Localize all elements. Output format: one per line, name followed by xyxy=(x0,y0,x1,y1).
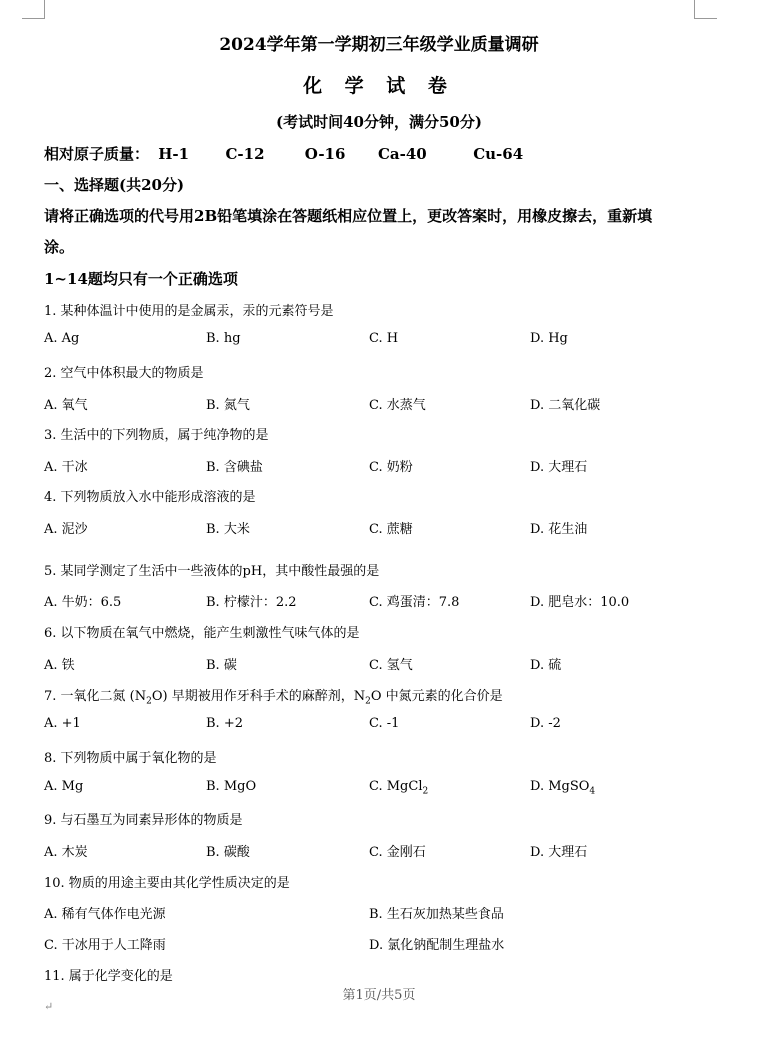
q5-option-a: A. 牛奶：6.5 xyxy=(44,595,122,610)
q9-option-a: A. 木炭 xyxy=(44,845,88,860)
atomic-mass-label: 相对原子质量： xyxy=(44,145,150,163)
subsection-title: 1~14题均只有一个正确选项 xyxy=(44,270,238,288)
q2-option-b: B. 氮气 xyxy=(206,398,250,413)
q8-option-c-subscript: 2 xyxy=(422,786,429,797)
question-8: 8. 下列物质中属于氧化物的是 xyxy=(44,751,217,766)
question-9: 9. 与石墨互为同素异形体的物质是 xyxy=(44,813,243,828)
q4-option-a: A. 泥沙 xyxy=(44,522,88,537)
q10-option-b: B. 生石灰加热某些食品 xyxy=(369,907,504,922)
q10-option-a: A. 稀有气体作电光源 xyxy=(44,907,166,922)
q10-option-d: D. 氯化钠配制生理盐水 xyxy=(369,938,505,953)
question-1: 1. 某种体温计中使用的是金属汞，汞的元素符号是 xyxy=(44,304,334,319)
atomic-mass-c: C-12 xyxy=(225,145,265,163)
q3-option-d: D. 大理石 xyxy=(530,460,588,475)
atomic-mass-o: O-16 xyxy=(304,145,346,163)
q7-text-1: 7. 一氧化二氮 (N xyxy=(44,689,147,704)
q7-subscript-2: 2 xyxy=(365,696,371,707)
q7-option-b: B. +2 xyxy=(206,716,243,731)
q8-option-a: A. Mg xyxy=(44,779,84,794)
q6-option-b: B. 碳 xyxy=(206,658,237,673)
q7-subscript-1: 2 xyxy=(146,696,152,707)
question-5: 5. 某同学测定了生活中一些液体的pH，其中酸性最强的是 xyxy=(44,564,380,579)
question-2: 2. 空气中体积最大的物质是 xyxy=(44,366,204,381)
q6-option-a: A. 铁 xyxy=(44,658,75,673)
atomic-mass-line xyxy=(44,143,523,164)
atomic-mass-ca: Ca-40 xyxy=(377,145,427,163)
question-6: 6. 以下物质在氧气中燃烧，能产生刺激性气味气体的是 xyxy=(44,626,360,641)
q5-option-c: C. 鸡蛋清：7.8 xyxy=(369,595,460,610)
q4-option-d: D. 花生油 xyxy=(530,522,588,537)
question-11: 11. 属于化学变化的是 xyxy=(44,969,173,984)
q7-option-c: C. -1 xyxy=(369,716,400,731)
paragraph-mark: ↵ xyxy=(44,1000,54,1013)
q5-option-b: B. 柠檬汁：2.2 xyxy=(206,595,297,610)
q10-option-c: C. 干冰用于人工降雨 xyxy=(44,938,166,953)
q7-option-a: A. +1 xyxy=(44,716,81,731)
q8-option-d-text: D. MgSO xyxy=(530,779,590,794)
q7-text-3: O 中氮元素的化合价是 xyxy=(370,689,503,704)
question-10: 10. 物质的用途主要由其化学性质决定的是 xyxy=(44,876,290,891)
page-footer: 第1页/共5页 xyxy=(342,988,416,1003)
q2-option-c: C. 水蒸气 xyxy=(369,398,426,413)
question-4: 4. 下列物质放入水中能形成溶液的是 xyxy=(44,490,256,505)
q7-text-2: O) 早期被用作牙科手术的麻醉剂，N xyxy=(151,689,366,704)
atomic-mass-cu: Cu-64 xyxy=(473,145,524,163)
q3-option-a: A. 干冰 xyxy=(44,460,88,475)
q9-option-b: B. 碳酸 xyxy=(206,845,250,860)
q8-option-d xyxy=(530,779,595,797)
q2-option-a: A. 氧气 xyxy=(44,398,88,413)
q5-option-d: D. 肥皂水：10.0 xyxy=(530,595,630,610)
q8-option-d-subscript: 4 xyxy=(589,786,596,797)
question-7 xyxy=(44,685,503,707)
q7-option-d: D. -2 xyxy=(530,716,561,731)
instruction-text-cont: 涂。 xyxy=(44,238,75,256)
section-title: 一、选择题(共20分) xyxy=(44,176,185,194)
q1-option-a: A. Ag xyxy=(44,331,80,346)
q1-option-c: C. H xyxy=(369,331,399,346)
q4-option-b: B. 大米 xyxy=(206,522,250,537)
page-title: 2024学年第一学期初三年级学业质量调研 xyxy=(219,35,539,55)
q8-option-c xyxy=(369,779,428,797)
page-subtitle: 化 学 试 卷 xyxy=(303,75,455,97)
q3-option-c: C. 奶粉 xyxy=(369,460,413,475)
q1-option-b: B. hg xyxy=(206,331,241,346)
q9-option-c: C. 金刚石 xyxy=(369,845,426,860)
q9-option-d: D. 大理石 xyxy=(530,845,588,860)
q6-option-c: C. 氢气 xyxy=(369,658,413,673)
q8-option-c-text: C. MgCl xyxy=(369,779,423,794)
q3-option-b: B. 含碘盐 xyxy=(206,460,263,475)
crop-mark-top-right xyxy=(694,0,717,19)
crop-mark-top-left xyxy=(22,0,45,19)
q2-option-d: D. 二氧化碳 xyxy=(530,398,601,413)
q8-option-b: B. MgO xyxy=(206,779,257,794)
question-3: 3. 生活中的下列物质，属于纯净物的是 xyxy=(44,428,269,443)
atomic-mass-h: H-1 xyxy=(158,145,190,163)
q6-option-d: D. 硫 xyxy=(530,658,562,673)
exam-info: (考试时间40分钟，满分50分) xyxy=(276,113,482,131)
q1-option-d: D. Hg xyxy=(530,331,568,346)
instruction-text: 请将正确选项的代号用2B铅笔填涂在答题纸相应位置上，更改答案时，用橡皮擦去，重新填 xyxy=(44,207,653,225)
q4-option-c: C. 蔗糖 xyxy=(369,522,413,537)
